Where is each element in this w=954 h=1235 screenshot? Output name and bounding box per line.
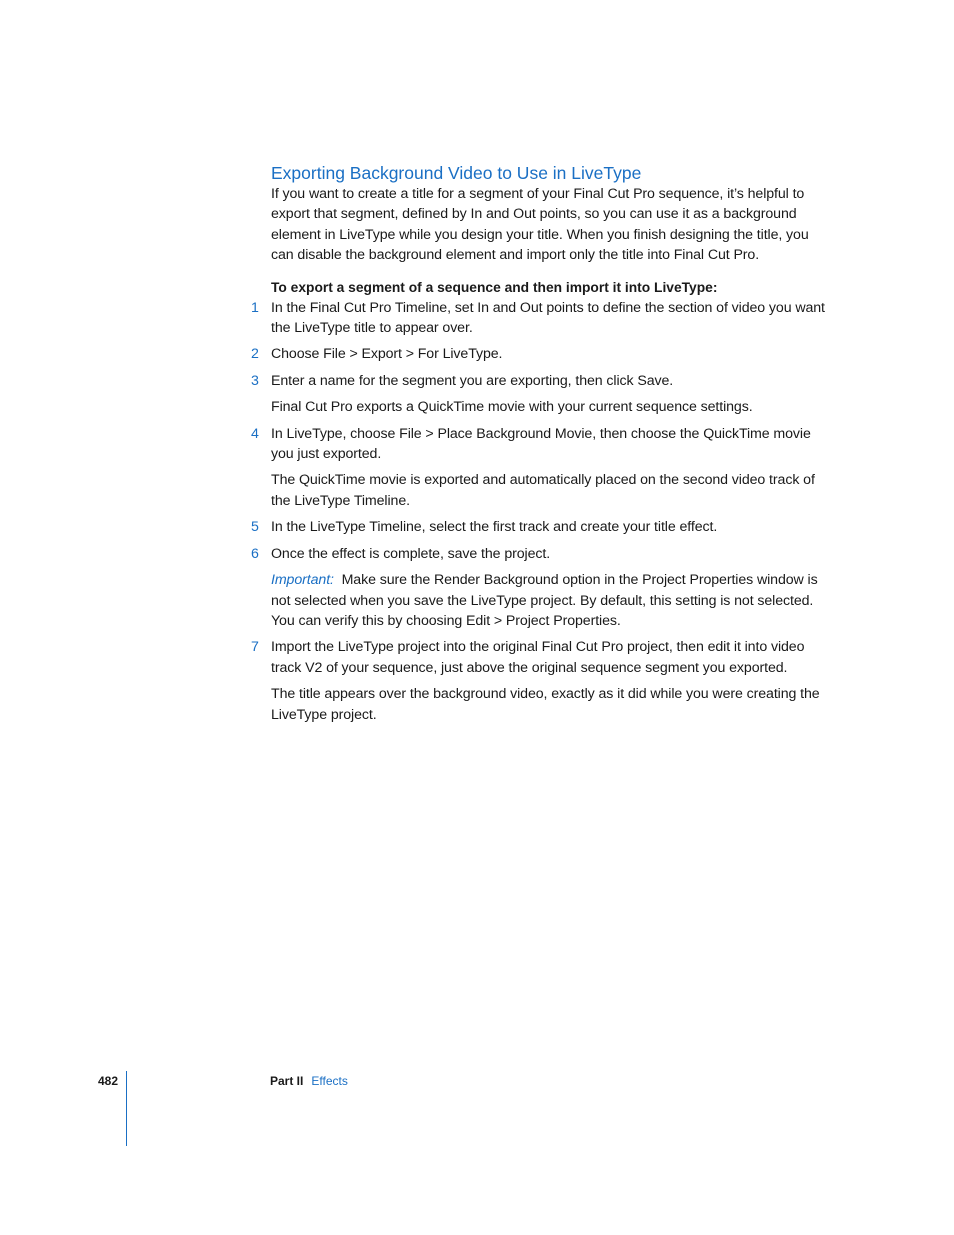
step-text: Enter a name for the segment you are exporting, then click Save. [271,372,674,389]
part-name: Effects [311,1074,348,1088]
step-number: 3 [251,372,259,389]
step-number: 6 [251,545,259,562]
step-text: In the Final Cut Pro Timeline, set In and Out points to define the section of video you want the LiveType title to appear over. [271,299,825,337]
step-1 [251,298,827,339]
task-title: To export a segment of a sequence and then import it into LiveType: [271,279,718,295]
step-7 [251,637,827,678]
step-number: 7 [251,639,259,656]
step-5 [251,517,827,537]
part-label: Part II [270,1074,304,1088]
footer-part [270,1073,348,1089]
step-number: 1 [251,299,259,316]
step-number: 4 [251,425,259,442]
step-text: In the LiveType Timeline, select the first track and create your title effect. [271,519,718,536]
step-note: The QuickTime movie is exported and automatically placed on the second video track of the LiveType Timeline. [271,472,815,509]
intro-paragraph: If you want to create a title for a segment of your Final Cut Pro sequence, it’s helpful to export that segment, defined by In and Out points, so you can use it as a background element in LiveType while you design your title. When you finish designing the title, you can disable the background element and import only the title into Final Cut Pro. [271,186,809,264]
step-2 [251,344,827,364]
footer-divider [126,1071,127,1146]
page-content [251,162,827,725]
step-note: The title appears over the background video, exactly as it did while you were creating the LiveType project. [271,686,820,723]
important-label: Important: [271,572,334,589]
step-text: Import the LiveType project into the original Final Cut Pro project, then edit it into video track V2 of your sequence, just above the original sequence segment you exported. [271,639,805,676]
page-number: 482 [98,1074,119,1088]
section-heading: Exporting Background Video to Use in LiveType [271,163,642,183]
step-number: 5 [251,519,259,536]
step-note: Final Cut Pro exports a QuickTime movie with your current sequence settings. [271,399,753,416]
step-3 [251,371,827,391]
step-text: In LiveType, choose File > Place Background Movie, then choose the QuickTime movie you just exported. [271,425,811,463]
important-text: Make sure the Render Background option in the Project Properties window is not selected when you save the LiveType project. By default, this setting is not selected. You can verify this by choosing Edit > Project Properties. [271,572,818,629]
step-text: Choose File > Export > For LiveType. [271,346,503,363]
step-number: 2 [251,346,259,363]
important-note [271,570,827,631]
step-6 [251,544,827,564]
step-4 [251,424,827,465]
step-text: Once the effect is complete, save the project. [271,545,551,562]
